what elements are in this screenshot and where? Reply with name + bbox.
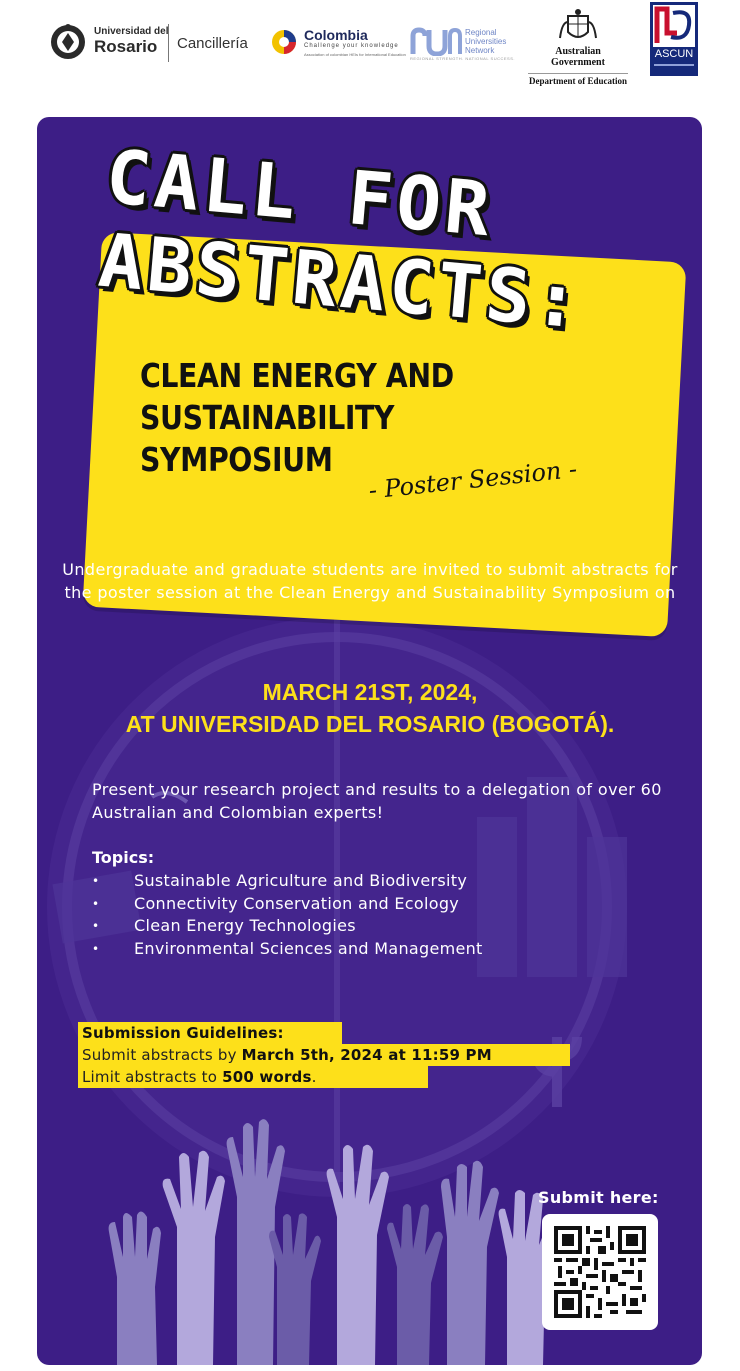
submit-here-label: Submit here: — [538, 1188, 659, 1207]
event-date-line-2: AT UNIVERSIDAD DEL ROSARIO (BOGOTÁ). — [125, 711, 615, 737]
guidelines-deadline-row — [78, 1044, 492, 1066]
ascun-mark-icon — [653, 5, 695, 47]
submission-qr-code[interactable] — [542, 1214, 658, 1330]
heading-line-1: CALL FOR — [102, 134, 498, 254]
poster-session-subtitle: - Poster Session - — [367, 454, 579, 505]
cancilleria-logo: Cancillería — [177, 35, 248, 52]
run-line: Universities — [465, 37, 507, 46]
topics-list — [92, 870, 483, 960]
australian-coat-of-arms-icon — [556, 8, 600, 46]
australian-government-logo — [528, 46, 628, 86]
heading-line-2: ABSTRACTS: — [95, 217, 587, 346]
guidelines-title: Submission Guidelines: — [82, 1024, 284, 1042]
list-item: • Clean Energy Technologies — [92, 915, 483, 938]
colombia-challenge-icon — [270, 28, 298, 56]
present-paragraph: Present your research project and results to a delegation of over 60 Australian and Colombian experts! — [92, 780, 662, 822]
list-item: • Environmental Sciences and Management — [92, 938, 483, 961]
ascun-label: ASCUN — [654, 48, 694, 60]
aus-dept-label: Department of Education — [528, 73, 628, 86]
event-date — [0, 676, 740, 740]
rosario-label: Rosario — [94, 37, 158, 56]
guidelines-limit-row — [78, 1066, 492, 1088]
universidad-rosario-logo — [94, 26, 168, 57]
symposium-title — [140, 355, 553, 481]
run-network-icon — [410, 26, 462, 56]
list-item: • Sustainable Agriculture and Biodiversity — [92, 870, 483, 893]
aus-gov-label: Australian Government — [551, 46, 605, 68]
ascun-underline — [654, 64, 694, 66]
universidad-rosario-crest-icon — [48, 22, 88, 62]
colombia-challenge-logo — [304, 28, 406, 57]
run-line: Network — [465, 46, 495, 55]
partner-logos — [0, 0, 740, 110]
colombia-tagline: Challenge your knowledge — [304, 43, 399, 49]
universidad-label: Universidad del — [94, 26, 169, 37]
qr-code-icon — [554, 1226, 646, 1318]
guidelines-title-row — [78, 1022, 492, 1044]
deadline-prefix: Submit abstracts by — [82, 1046, 242, 1064]
logo-divider — [168, 24, 169, 62]
limit-value: 500 words — [222, 1068, 312, 1086]
intro-paragraph: Undergraduate and graduate students are invited to submit abstracts for the poster session at the Clean Energy and Sustainability Symposium on — [62, 560, 678, 602]
run-tagline: REGIONAL STRENGTH. NATIONAL SUCCESS. — [410, 56, 515, 61]
ascun-logo — [650, 2, 698, 76]
run-network-logo — [465, 28, 506, 55]
submission-guidelines — [78, 1022, 492, 1088]
run-line: Regional — [465, 28, 497, 37]
limit-prefix: Limit abstracts to — [82, 1068, 223, 1086]
list-item: • Connectivity Conservation and Ecology — [92, 893, 483, 916]
topics-heading: Topics: — [92, 848, 155, 867]
deadline-value: March 5th, 2024 at 11:59 PM — [241, 1046, 492, 1064]
event-date-line-1: MARCH 21ST, 2024, — [262, 679, 478, 705]
limit-suffix: . — [311, 1068, 317, 1086]
symposium-line-1: CLEAN ENERGY AND — [140, 356, 454, 395]
colombia-subtitle: Association of colombian HEIs for International Education — [304, 52, 406, 57]
symposium-line-2: SUSTAINABILITY SYMPOSIUM — [140, 398, 395, 479]
colombia-label: Colombia — [304, 27, 368, 43]
